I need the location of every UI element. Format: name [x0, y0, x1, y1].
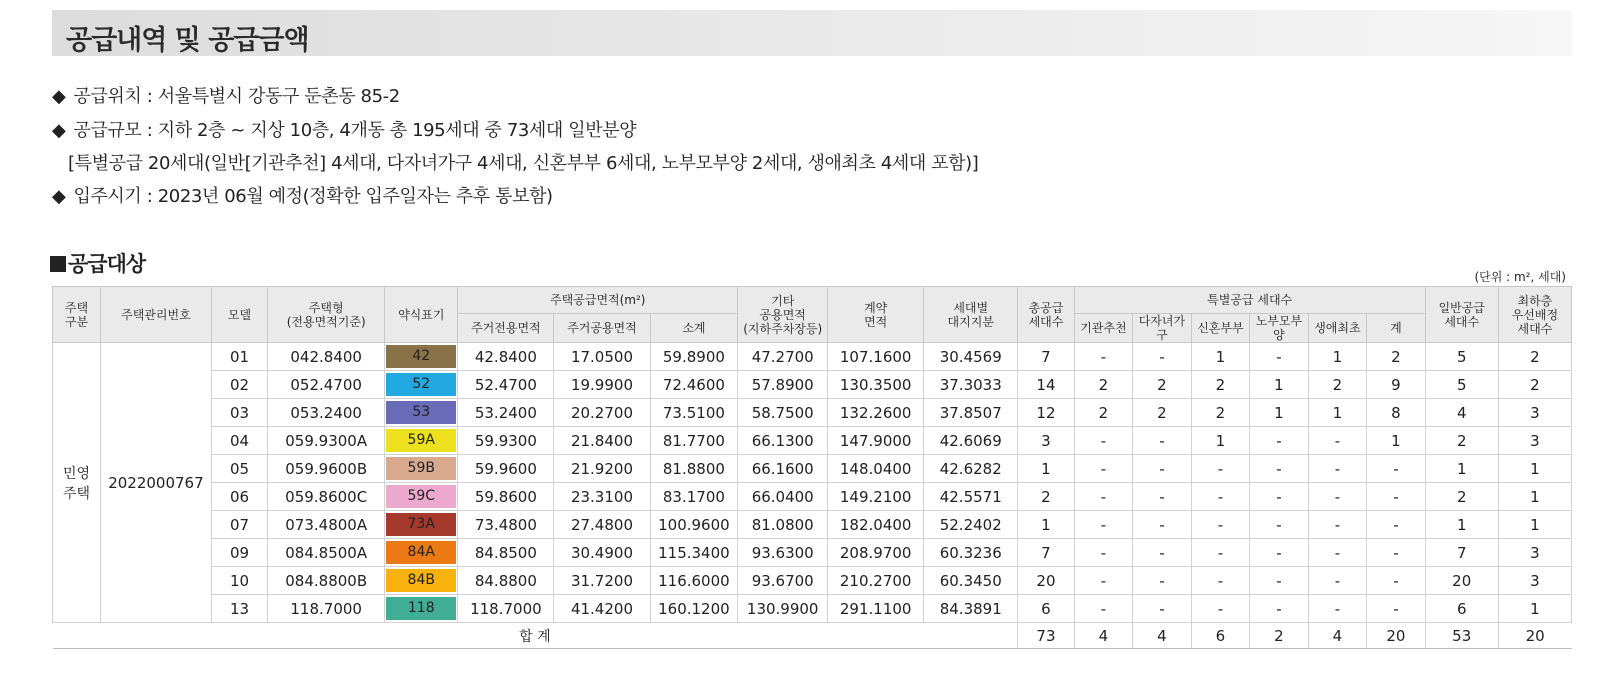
general-cell: 20 [1425, 567, 1498, 595]
supply-table [52, 286, 1572, 649]
header-housing-type: 주택 구분 [53, 287, 101, 343]
section-title [50, 248, 145, 278]
parents-cell: 1 [1250, 371, 1309, 399]
diamond-bullet-icon: ◆ [52, 120, 66, 141]
total-inst-cell: 4 [1074, 623, 1133, 649]
excl-cell: 59.8600 [458, 483, 554, 511]
first-cell: - [1308, 567, 1367, 595]
total-cell: 1 [1018, 455, 1074, 483]
lowest-cell: 1 [1498, 483, 1571, 511]
contract-cell: 291.1100 [828, 595, 924, 623]
table-row [53, 539, 1572, 567]
abbr-chip: 118 [386, 597, 456, 620]
first-cell: - [1308, 455, 1367, 483]
common-cell: 27.4800 [554, 511, 650, 539]
other-cell: 93.6300 [738, 539, 828, 567]
header-supply-area: 주택공급면적(m²) [458, 287, 738, 314]
parents-cell: - [1250, 539, 1309, 567]
header-sp-sum: 계 [1367, 314, 1426, 343]
contract-cell: 132.2600 [828, 399, 924, 427]
common-cell: 21.9200 [554, 455, 650, 483]
header-lowest-floor: 최하층 우선배정 세대수 [1498, 287, 1571, 343]
excl-cell: 59.9300 [458, 427, 554, 455]
sp-sum-cell: 9 [1367, 371, 1426, 399]
land-cell: 30.4569 [924, 343, 1018, 371]
parents-cell: - [1250, 511, 1309, 539]
inst-cell: - [1074, 595, 1133, 623]
other-cell: 81.0800 [738, 511, 828, 539]
inst-cell: 2 [1074, 399, 1133, 427]
subtotal-cell: 72.4600 [650, 371, 738, 399]
inst-cell: - [1074, 567, 1133, 595]
abbr-cell [385, 483, 458, 511]
model-cell: 04 [211, 427, 267, 455]
total-first-cell: 4 [1308, 623, 1367, 649]
abbr-cell [385, 567, 458, 595]
land-cell: 84.3891 [924, 595, 1018, 623]
inst-cell: - [1074, 343, 1133, 371]
total-parents-cell: 2 [1250, 623, 1309, 649]
model-cell: 07 [211, 511, 267, 539]
type-cell: 073.4800A [268, 511, 385, 539]
multi-cell: - [1133, 483, 1192, 511]
excl-cell: 53.2400 [458, 399, 554, 427]
header-sp-first: 생애최초 [1308, 314, 1367, 343]
model-cell: 10 [211, 567, 267, 595]
lowest-cell: 3 [1498, 399, 1571, 427]
header-common-area: 주거공용면적 [554, 314, 650, 343]
abbr-chip: 84A [386, 541, 456, 564]
header-sp-multi: 다자녀가구 [1133, 314, 1192, 343]
first-cell: - [1308, 483, 1367, 511]
total-row [53, 623, 1572, 649]
sp-sum-cell: - [1367, 567, 1426, 595]
common-cell: 41.4200 [554, 595, 650, 623]
land-cell: 37.8507 [924, 399, 1018, 427]
total-multi-cell: 4 [1133, 623, 1192, 649]
lowest-cell: 3 [1498, 539, 1571, 567]
sp-sum-cell: - [1367, 483, 1426, 511]
header-general-supply: 일반공급 세대수 [1425, 287, 1498, 343]
model-cell: 13 [211, 595, 267, 623]
sp-sum-cell: - [1367, 595, 1426, 623]
first-cell: 1 [1308, 399, 1367, 427]
multi-cell: - [1133, 595, 1192, 623]
common-cell: 31.7200 [554, 567, 650, 595]
other-cell: 66.1600 [738, 455, 828, 483]
diamond-bullet-icon: ◆ [52, 86, 66, 107]
header-excl-area: 주거전용면적 [458, 314, 554, 343]
excl-cell: 84.8800 [458, 567, 554, 595]
square-bullet-icon [50, 256, 66, 272]
newlywed-cell: - [1191, 483, 1250, 511]
header-abbr: 약식표기 [385, 287, 458, 343]
header-total-supply: 총공급 세대수 [1018, 287, 1074, 343]
type-cell: 084.8800B [268, 567, 385, 595]
newlywed-cell: - [1191, 455, 1250, 483]
inst-cell: 2 [1074, 371, 1133, 399]
inst-cell: - [1074, 511, 1133, 539]
total-cell: 7 [1018, 343, 1074, 371]
table-row [53, 595, 1572, 623]
newlywed-cell: 2 [1191, 399, 1250, 427]
multi-cell: - [1133, 539, 1192, 567]
general-cell: 5 [1425, 371, 1498, 399]
info-special-note [68, 149, 978, 175]
common-cell: 21.8400 [554, 427, 650, 455]
model-cell: 05 [211, 455, 267, 483]
land-cell: 42.6282 [924, 455, 1018, 483]
abbr-chip: 53 [386, 401, 456, 424]
common-cell: 23.3100 [554, 483, 650, 511]
abbr-chip: 84B [386, 569, 456, 592]
header-special-group: 특별공급 세대수 [1074, 287, 1425, 314]
total-total-cell: 73 [1018, 623, 1074, 649]
first-cell: - [1308, 539, 1367, 567]
inst-cell: - [1074, 539, 1133, 567]
total-cell: 1 [1018, 511, 1074, 539]
multi-cell: - [1133, 455, 1192, 483]
general-cell: 7 [1425, 539, 1498, 567]
header-contract-area: 계약 면적 [828, 287, 924, 343]
table-row [53, 371, 1572, 399]
other-cell: 47.2700 [738, 343, 828, 371]
abbr-chip: 59B [386, 457, 456, 480]
parents-cell: 1 [1250, 399, 1309, 427]
newlywed-cell: 1 [1191, 343, 1250, 371]
other-cell: 58.7500 [738, 399, 828, 427]
page-title: 공급내역 및 공급금액 [66, 25, 309, 56]
land-cell: 37.3033 [924, 371, 1018, 399]
subtotal-cell: 100.9600 [650, 511, 738, 539]
model-cell: 06 [211, 483, 267, 511]
housing-type-cell: 민영 주택 [53, 343, 101, 623]
abbr-cell [385, 595, 458, 623]
subtotal-cell: 116.6000 [650, 567, 738, 595]
table-row [53, 399, 1572, 427]
header-sp-parents: 노부모부양 [1250, 314, 1309, 343]
total-sp-sum-cell: 20 [1367, 623, 1426, 649]
subtotal-cell: 73.5100 [650, 399, 738, 427]
other-cell: 130.9900 [738, 595, 828, 623]
land-cell: 60.3450 [924, 567, 1018, 595]
other-cell: 66.1300 [738, 427, 828, 455]
multi-cell: - [1133, 567, 1192, 595]
other-cell: 93.6700 [738, 567, 828, 595]
abbr-cell [385, 539, 458, 567]
multi-cell: 2 [1133, 399, 1192, 427]
multi-cell: - [1133, 511, 1192, 539]
subtotal-cell: 59.8900 [650, 343, 738, 371]
first-cell: - [1308, 511, 1367, 539]
info-scale [52, 116, 636, 142]
total-cell: 12 [1018, 399, 1074, 427]
type-cell: 053.2400 [268, 399, 385, 427]
general-cell: 2 [1425, 483, 1498, 511]
lowest-cell: 1 [1498, 511, 1571, 539]
subtotal-cell: 81.8800 [650, 455, 738, 483]
header-land-share: 세대별 대지지분 [924, 287, 1018, 343]
common-cell: 19.9900 [554, 371, 650, 399]
lowest-cell: 2 [1498, 343, 1571, 371]
contract-cell: 149.2100 [828, 483, 924, 511]
table-row [53, 511, 1572, 539]
inst-cell: - [1074, 483, 1133, 511]
sp-sum-cell: - [1367, 539, 1426, 567]
other-cell: 57.8900 [738, 371, 828, 399]
table-row [53, 483, 1572, 511]
general-cell: 2 [1425, 427, 1498, 455]
type-cell: 059.9600B [268, 455, 385, 483]
sp-sum-cell: 2 [1367, 343, 1426, 371]
excl-cell: 84.8500 [458, 539, 554, 567]
lowest-cell: 3 [1498, 427, 1571, 455]
header-mgmt-no: 주택관리번호 [101, 287, 212, 343]
table-row [53, 455, 1572, 483]
subtotal-cell: 83.1700 [650, 483, 738, 511]
newlywed-cell: - [1191, 511, 1250, 539]
diamond-bullet-icon: ◆ [52, 186, 66, 207]
total-cell: 2 [1018, 483, 1074, 511]
sp-sum-cell: 8 [1367, 399, 1426, 427]
other-cell: 66.0400 [738, 483, 828, 511]
model-cell: 09 [211, 539, 267, 567]
land-cell: 42.6069 [924, 427, 1018, 455]
common-cell: 17.0500 [554, 343, 650, 371]
table-row [53, 567, 1572, 595]
header-other-common: 기타 공용면적 (지하주차장등) [738, 287, 828, 343]
excl-cell: 59.9600 [458, 455, 554, 483]
total-cell: 14 [1018, 371, 1074, 399]
excl-cell: 52.4700 [458, 371, 554, 399]
land-cell: 42.5571 [924, 483, 1018, 511]
parents-cell: - [1250, 343, 1309, 371]
common-cell: 20.2700 [554, 399, 650, 427]
sp-sum-cell: - [1367, 511, 1426, 539]
land-cell: 60.3236 [924, 539, 1018, 567]
inst-cell: - [1074, 455, 1133, 483]
parents-cell: - [1250, 483, 1309, 511]
table-row [53, 343, 1572, 371]
first-cell: 2 [1308, 371, 1367, 399]
lowest-cell: 3 [1498, 567, 1571, 595]
info-location [52, 82, 400, 108]
excl-cell: 118.7000 [458, 595, 554, 623]
sp-sum-cell: - [1367, 455, 1426, 483]
total-lowest-cell: 20 [1498, 623, 1571, 649]
page-title-bar [52, 10, 1572, 56]
parents-cell: - [1250, 427, 1309, 455]
multi-cell: - [1133, 427, 1192, 455]
contract-cell: 148.0400 [828, 455, 924, 483]
contract-cell: 210.2700 [828, 567, 924, 595]
header-model: 모델 [211, 287, 267, 343]
subtotal-cell: 115.3400 [650, 539, 738, 567]
info-move-in-text: 입주시기 : 2023년 06월 예정(정확한 입주일자는 추후 통보함) [73, 186, 553, 207]
header-sp-newlywed: 신혼부부 [1191, 314, 1250, 343]
first-cell: - [1308, 427, 1367, 455]
contract-cell: 107.1600 [828, 343, 924, 371]
newlywed-cell: 2 [1191, 371, 1250, 399]
multi-cell: - [1133, 343, 1192, 371]
general-cell: 5 [1425, 343, 1498, 371]
multi-cell: 2 [1133, 371, 1192, 399]
first-cell: 1 [1308, 343, 1367, 371]
type-cell: 059.8600C [268, 483, 385, 511]
general-cell: 4 [1425, 399, 1498, 427]
total-cell: 6 [1018, 595, 1074, 623]
type-cell: 052.4700 [268, 371, 385, 399]
total-cell: 20 [1018, 567, 1074, 595]
abbr-chip: 59A [386, 429, 456, 452]
header-subtotal: 소계 [650, 314, 738, 343]
lowest-cell: 1 [1498, 595, 1571, 623]
info-location-text: 공급위치 : 서울특별시 강동구 둔촌동 85-2 [73, 86, 400, 107]
type-cell: 042.8400 [268, 343, 385, 371]
contract-cell: 182.0400 [828, 511, 924, 539]
general-cell: 6 [1425, 595, 1498, 623]
section-title-text: 공급대상 [68, 252, 146, 276]
table-row [53, 427, 1572, 455]
type-cell: 084.8500A [268, 539, 385, 567]
excl-cell: 42.8400 [458, 343, 554, 371]
type-cell: 118.7000 [268, 595, 385, 623]
mgmt-no-cell: 2022000767 [101, 343, 212, 623]
info-scale-text: 공급규모 : 지하 2층 ~ 지상 10층, 4개동 총 195세대 중 73세대 일반분양 [73, 120, 637, 141]
land-cell: 52.2402 [924, 511, 1018, 539]
total-cell: 3 [1018, 427, 1074, 455]
type-cell: 059.9300A [268, 427, 385, 455]
unit-note: (단위 : m², 세대) [1474, 270, 1566, 284]
abbr-chip: 73A [386, 513, 456, 536]
abbr-cell [385, 455, 458, 483]
contract-cell: 208.9700 [828, 539, 924, 567]
total-cell: 7 [1018, 539, 1074, 567]
info-move-in [52, 182, 553, 208]
subtotal-cell: 160.1200 [650, 595, 738, 623]
first-cell: - [1308, 595, 1367, 623]
abbr-cell [385, 343, 458, 371]
general-cell: 1 [1425, 511, 1498, 539]
newlywed-cell: - [1191, 595, 1250, 623]
general-cell: 1 [1425, 455, 1498, 483]
abbr-cell [385, 427, 458, 455]
abbr-cell [385, 371, 458, 399]
header-house-type: 주택형 (전용면적기준) [268, 287, 385, 343]
newlywed-cell: - [1191, 567, 1250, 595]
inst-cell: - [1074, 427, 1133, 455]
abbr-cell [385, 511, 458, 539]
model-cell: 02 [211, 371, 267, 399]
header-sp-inst: 기관추천 [1074, 314, 1133, 343]
subtotal-cell: 81.7700 [650, 427, 738, 455]
total-newlywed-cell: 6 [1191, 623, 1250, 649]
common-cell: 30.4900 [554, 539, 650, 567]
abbr-chip: 59C [386, 485, 456, 508]
contract-cell: 130.3500 [828, 371, 924, 399]
excl-cell: 73.4800 [458, 511, 554, 539]
total-label: 합 계 [53, 623, 1018, 649]
sp-sum-cell: 1 [1367, 427, 1426, 455]
lowest-cell: 2 [1498, 371, 1571, 399]
abbr-cell [385, 399, 458, 427]
newlywed-cell: 1 [1191, 427, 1250, 455]
abbr-chip: 52 [386, 373, 456, 396]
model-cell: 01 [211, 343, 267, 371]
parents-cell: - [1250, 455, 1309, 483]
newlywed-cell: - [1191, 539, 1250, 567]
abbr-chip: 42 [386, 345, 456, 368]
info-special-note-text: [특별공급 20세대(일반[기관추천] 4세대, 다자녀가구 4세대, 신혼부부 6세대, 노부모부양 2세대, 생애최초 4세대 포함)] [68, 153, 979, 174]
parents-cell: - [1250, 567, 1309, 595]
model-cell: 03 [211, 399, 267, 427]
parents-cell: - [1250, 595, 1309, 623]
total-general-cell: 53 [1425, 623, 1498, 649]
lowest-cell: 1 [1498, 455, 1571, 483]
contract-cell: 147.9000 [828, 427, 924, 455]
